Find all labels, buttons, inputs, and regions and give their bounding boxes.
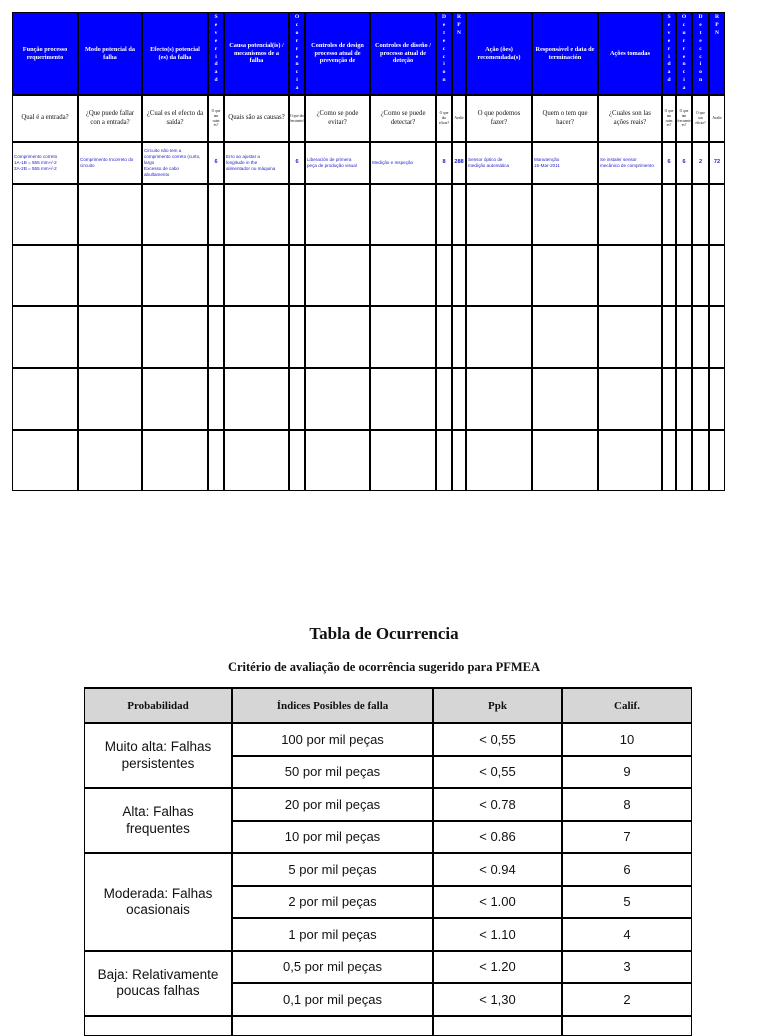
empty-cell xyxy=(224,245,289,306)
header-letter: v xyxy=(667,29,671,36)
empty-cell xyxy=(12,245,78,306)
header-letter: S xyxy=(667,14,671,20)
header-letter: e xyxy=(214,21,218,28)
ppk-value: < 0.94 xyxy=(433,853,562,886)
table-row-partial xyxy=(562,1016,692,1036)
empty-cell xyxy=(224,430,289,491)
empty-cell xyxy=(208,245,224,306)
rating-value: 6 xyxy=(562,853,692,886)
header-letter: d xyxy=(667,61,671,68)
rating-value: 5 xyxy=(562,886,692,919)
empty-cell xyxy=(224,368,289,430)
header-letter: r xyxy=(295,45,299,52)
occurrence-title: Tabla de Ocurrencia xyxy=(309,624,459,643)
header-letter: c xyxy=(682,21,686,28)
data-ctrl2 xyxy=(370,142,436,184)
empty-cell xyxy=(289,430,305,491)
question-ctrl1: ¿Como se pode evitar? xyxy=(305,95,370,142)
header-letter: c xyxy=(699,53,702,60)
header-sev xyxy=(208,12,224,95)
header-letter: n xyxy=(682,61,686,68)
empty-cell xyxy=(452,368,466,430)
header-letter: i xyxy=(296,77,298,84)
header-letter: o xyxy=(699,69,702,76)
ppk-value: < 1.00 xyxy=(433,886,562,919)
empty-cell xyxy=(532,245,598,306)
cell-line: Liberación de primera xyxy=(307,157,352,163)
failure-index: 20 por mil peças xyxy=(232,788,433,821)
empty-cell xyxy=(452,306,466,368)
empty-cell xyxy=(370,368,436,430)
empty-cell xyxy=(709,184,725,245)
cell-lines xyxy=(372,160,413,166)
empty-cell xyxy=(709,368,725,430)
header-letter: e xyxy=(442,21,446,28)
empty-cell xyxy=(12,306,78,368)
question-efecto: ¿Cual es el efecto da saída? xyxy=(142,95,208,142)
ppk-value: < 0.78 xyxy=(433,788,562,821)
column-header: Ppk xyxy=(433,687,562,723)
header-letter: S xyxy=(214,14,218,20)
empty-cell xyxy=(452,430,466,491)
header-letter: i xyxy=(215,53,217,60)
rating-value: 8 xyxy=(562,788,692,821)
header-letter: e xyxy=(699,37,702,44)
cell-lines xyxy=(534,157,560,169)
cell-lines xyxy=(80,157,133,169)
cell-line: Se instaler sensor xyxy=(600,157,637,163)
failure-index: 10 por mil peças xyxy=(232,821,433,854)
header-causa: Causa potencial(is) / mecanismos de a falha xyxy=(224,12,289,95)
data-causa xyxy=(224,142,289,184)
cell-line: longitude in the xyxy=(226,160,258,166)
cell-line: mecânico de comprimento xyxy=(600,163,654,168)
header-letter: a xyxy=(214,69,218,76)
header-oc xyxy=(289,12,305,95)
header-letter: e xyxy=(295,53,299,60)
failure-index: 1 por mil peças xyxy=(232,918,433,951)
header-letter: e xyxy=(682,53,686,60)
rating-value: 10 xyxy=(562,723,692,756)
empty-cell xyxy=(532,184,598,245)
header-letter: t xyxy=(443,29,445,36)
empty-cell xyxy=(598,368,662,430)
empty-cell xyxy=(208,184,224,245)
empty-cell xyxy=(662,184,676,245)
cell-line: 15-Mar-2011 xyxy=(534,163,560,168)
cell-lines xyxy=(14,154,57,172)
header-letter: i xyxy=(443,61,445,68)
data-modo xyxy=(78,142,142,184)
header-det2 xyxy=(692,12,709,95)
empty-cell xyxy=(692,184,709,245)
empty-cell xyxy=(466,306,532,368)
empty-cell xyxy=(709,306,725,368)
data-resp xyxy=(532,142,598,184)
empty-cell xyxy=(692,245,709,306)
empty-cell xyxy=(709,430,725,491)
data-acao xyxy=(466,142,532,184)
question-rpn2: Avalie xyxy=(709,95,725,142)
empty-cell xyxy=(676,368,692,430)
empty-cell xyxy=(466,368,532,430)
header-letter: c xyxy=(295,21,299,28)
question-sev: O que tan ruim es? xyxy=(208,95,224,142)
empty-cell xyxy=(370,306,436,368)
empty-cell xyxy=(662,368,676,430)
ppk-value: < 1,30 xyxy=(433,983,562,1016)
empty-cell xyxy=(692,368,709,430)
cell-line: Sensor óptico de xyxy=(468,157,503,163)
cell-line: alimentador ou máquina xyxy=(226,165,276,171)
cell-lines xyxy=(144,148,200,178)
header-letter: i xyxy=(699,61,702,68)
table-row-partial xyxy=(433,1016,562,1036)
header-letter: e xyxy=(442,37,446,44)
header-letter: r xyxy=(295,37,299,44)
cell-line: 1A-1B = 555 mm+/-2 xyxy=(14,160,57,166)
empty-cell xyxy=(142,184,208,245)
empty-cell xyxy=(532,368,598,430)
cell-line: largo xyxy=(144,160,155,166)
occurrence-table xyxy=(84,687,692,1036)
column-header: Calif. xyxy=(562,687,692,723)
empty-cell xyxy=(305,306,370,368)
empty-cell xyxy=(709,245,725,306)
header-letter: c xyxy=(699,45,702,52)
empty-cell xyxy=(289,368,305,430)
empty-cell xyxy=(305,368,370,430)
data-funcao xyxy=(12,142,78,184)
header-letter: P xyxy=(457,21,461,28)
header-letter: a xyxy=(682,85,686,92)
question-resp: Quem o tem que hacer? xyxy=(532,95,598,142)
empty-cell xyxy=(78,306,142,368)
failure-index: 2 por mil peças xyxy=(232,886,433,919)
question-causa: Quais são as causas? xyxy=(224,95,289,142)
question-rpn: Avalie xyxy=(452,95,466,142)
cell-line: comprimento correto (curto, xyxy=(144,154,201,160)
empty-cell xyxy=(208,430,224,491)
header-acoes: Ações tomadas xyxy=(598,12,662,95)
header-letter: r xyxy=(667,45,671,52)
empty-cell xyxy=(12,368,78,430)
ppk-value: < 1.20 xyxy=(433,951,562,984)
header-letter: n xyxy=(295,61,299,68)
cell-line: Erro ao ajustar a xyxy=(226,154,260,160)
header-letter: O xyxy=(681,14,687,20)
table-row-partial xyxy=(84,1016,232,1036)
header-letter: r xyxy=(214,45,218,52)
rating-value: 3 xyxy=(562,951,692,984)
header-funcao: Função processo requerimento xyxy=(12,12,78,95)
data-rpn2: 72 xyxy=(709,142,725,184)
empty-cell xyxy=(289,245,305,306)
empty-cell xyxy=(224,306,289,368)
question-det: O que tão eficaz? xyxy=(436,95,452,142)
empty-cell xyxy=(662,245,676,306)
question-modo: ¿Que puede fallar con a entrada? xyxy=(78,95,142,142)
header-letter: N xyxy=(714,29,720,36)
empty-cell xyxy=(662,306,676,368)
rating-value: 9 xyxy=(562,756,692,789)
data-rpn: 288 xyxy=(452,142,466,184)
empty-cell xyxy=(370,430,436,491)
header-letter: c xyxy=(442,45,446,52)
header-letter: a xyxy=(295,85,299,92)
empty-cell xyxy=(78,430,142,491)
data-sev: 6 xyxy=(208,142,224,184)
header-letter: u xyxy=(682,29,686,36)
header-det xyxy=(436,12,452,95)
header-letter: i xyxy=(683,77,685,84)
question-funcao: Qual é a entrada? xyxy=(12,95,78,142)
empty-cell xyxy=(436,430,452,491)
column-header: Probabilidad xyxy=(84,687,232,723)
failure-index: 0,1 por mil peças xyxy=(232,983,433,1016)
empty-cell xyxy=(142,306,208,368)
header-letter: v xyxy=(214,29,218,36)
header-letter: o xyxy=(442,69,446,76)
failure-index: 5 por mil peças xyxy=(232,853,433,886)
data-ctrl1 xyxy=(305,142,370,184)
header-letter: e xyxy=(667,37,671,44)
header-letter: O xyxy=(294,14,300,20)
question-acao: O que podemos fazer? xyxy=(466,95,532,142)
cell-line: peça de produção visual xyxy=(307,163,357,168)
header-letter: i xyxy=(668,53,670,60)
empty-cell xyxy=(78,184,142,245)
question-det2: O que tan eficaz? xyxy=(692,95,709,142)
header-letter: r xyxy=(682,45,686,52)
rating-value: 2 xyxy=(562,983,692,1016)
header-letter: e xyxy=(214,37,218,44)
empty-cell xyxy=(436,184,452,245)
cell-lines xyxy=(226,154,275,172)
header-letter: d xyxy=(214,77,218,84)
header-letter: c xyxy=(682,69,686,76)
header-controles-diseno: Controles de diseño / processo atual de deteção xyxy=(370,12,436,95)
ppk-value: < 1.10 xyxy=(433,918,562,951)
header-letter: c xyxy=(295,69,299,76)
empty-cell xyxy=(532,306,598,368)
data-det2: 2 xyxy=(692,142,709,184)
empty-cell xyxy=(142,245,208,306)
empty-cell xyxy=(142,430,208,491)
cell-lines xyxy=(600,157,654,169)
empty-cell xyxy=(78,368,142,430)
empty-cell xyxy=(598,245,662,306)
cell-line: Comprimento Incorreto do xyxy=(80,157,134,163)
header-letter: D xyxy=(698,14,703,20)
cell-line: Excesso de cabo xyxy=(144,165,179,171)
header-rpn xyxy=(452,12,466,95)
empty-cell xyxy=(676,245,692,306)
empty-cell xyxy=(436,368,452,430)
fmea-table xyxy=(12,12,725,491)
header-letter: P xyxy=(715,21,719,28)
header-letter: r xyxy=(682,37,686,44)
failure-index: 100 por mil peças xyxy=(232,723,433,756)
probability-group: Baja: Relativamente poucas falhas xyxy=(84,951,232,1016)
cell-line: Medição e Inspeção xyxy=(372,160,414,166)
header-letter: N xyxy=(456,29,462,36)
cell-line: 2A-2B = 555 mm+/-2 xyxy=(14,165,57,171)
empty-cell xyxy=(305,184,370,245)
header-letter: n xyxy=(442,77,446,84)
header-rpn2 xyxy=(709,12,725,95)
failure-index: 50 por mil peças xyxy=(232,756,433,789)
table-row-partial xyxy=(232,1016,433,1036)
empty-cell xyxy=(662,430,676,491)
header-letter: t xyxy=(699,29,702,36)
empty-cell xyxy=(305,245,370,306)
rating-value: 7 xyxy=(562,821,692,854)
question-acoes: ¿Cuales son las ações reais? xyxy=(598,95,662,142)
probability-group: Alta: Falhas frequentes xyxy=(84,788,232,853)
data-oc: 6 xyxy=(289,142,305,184)
empty-cell xyxy=(289,306,305,368)
data-oc2: 6 xyxy=(676,142,692,184)
rating-value: 4 xyxy=(562,918,692,951)
data-sev2: 6 xyxy=(662,142,676,184)
empty-cell xyxy=(142,368,208,430)
empty-cell xyxy=(676,184,692,245)
empty-cell xyxy=(692,306,709,368)
header-acao: Ação (ões) recomendada(s) xyxy=(466,12,532,95)
empty-cell xyxy=(466,184,532,245)
cell-lines xyxy=(468,157,509,169)
empty-cell xyxy=(289,184,305,245)
failure-index: 0,5 por mil peças xyxy=(232,951,433,984)
header-letter: e xyxy=(667,21,671,28)
empty-cell xyxy=(598,430,662,491)
empty-cell xyxy=(12,184,78,245)
ppk-value: < 0,55 xyxy=(433,756,562,789)
ppk-value: < 0,55 xyxy=(433,723,562,756)
empty-cell xyxy=(370,184,436,245)
column-header: Índices Posibles de falla xyxy=(232,687,433,723)
empty-cell xyxy=(436,306,452,368)
header-letter: c xyxy=(442,53,446,60)
probability-group: Moderada: Falhas ocasionais xyxy=(84,853,232,951)
probability-group: Muito alta: Falhas persistentes xyxy=(84,723,232,788)
header-efecto: Efecto(s) potencial (es) da falha xyxy=(142,12,208,95)
data-efecto xyxy=(142,142,208,184)
empty-cell xyxy=(466,245,532,306)
empty-cell xyxy=(598,306,662,368)
cell-line: Manutenção xyxy=(534,157,560,163)
question-oc: O que tão frecuente? xyxy=(289,95,305,142)
question-sev2: O que tan ruim es? xyxy=(662,95,676,142)
header-letter: e xyxy=(699,21,702,28)
empty-cell xyxy=(370,245,436,306)
empty-cell xyxy=(452,184,466,245)
header-letter: d xyxy=(667,77,671,84)
cell-line: abultamento xyxy=(144,171,170,177)
empty-cell xyxy=(532,430,598,491)
question-ctrl2: ¿Como se puede detectar? xyxy=(370,95,436,142)
empty-cell xyxy=(598,184,662,245)
empty-cell xyxy=(224,184,289,245)
header-letter: D xyxy=(441,14,447,20)
question-oc2: O que tan frecuente es? xyxy=(676,95,692,142)
empty-cell xyxy=(305,430,370,491)
empty-cell xyxy=(78,245,142,306)
empty-cell xyxy=(676,430,692,491)
header-letter: o xyxy=(295,29,299,36)
header-letter: n xyxy=(698,77,703,84)
cell-line: Circuito não tem a xyxy=(144,148,182,154)
header-modo: Modo potencial da falha xyxy=(78,12,142,95)
header-controles-design: Controles de design processo atual de prevenção de xyxy=(305,12,370,95)
empty-cell xyxy=(12,430,78,491)
ppk-value: < 0.86 xyxy=(433,821,562,854)
header-letter: d xyxy=(214,61,218,68)
empty-cell xyxy=(466,430,532,491)
header-resp: Responsável e data de terminación xyxy=(532,12,598,95)
empty-cell xyxy=(452,245,466,306)
header-letter: a xyxy=(667,69,671,76)
data-det: 8 xyxy=(436,142,452,184)
cell-line: Comprimento correto xyxy=(14,154,58,160)
empty-cell xyxy=(436,245,452,306)
data-acoes xyxy=(598,142,662,184)
header-oc2 xyxy=(676,12,692,95)
cell-lines xyxy=(307,157,357,169)
cell-line: circuito xyxy=(80,163,95,168)
empty-cell xyxy=(208,368,224,430)
empty-cell xyxy=(692,430,709,491)
header-letter: R xyxy=(714,14,720,20)
empty-cell xyxy=(676,306,692,368)
header-letter: R xyxy=(456,14,462,20)
occurrence-subtitle: Critério de avaliação de ocorrência sugerido para PFMEA xyxy=(227,660,541,674)
empty-cell xyxy=(208,306,224,368)
header-sev2 xyxy=(662,12,676,95)
cell-line: medição automática xyxy=(468,163,510,168)
